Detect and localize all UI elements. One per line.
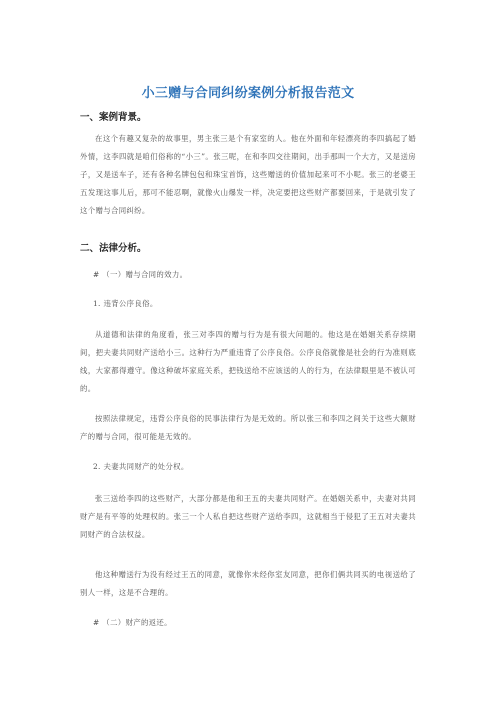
paragraph-joint-property: 张三送给李四的这些财产，大部分都是他和王五的夫妻共同财产。在婚姻关系中，夫妻对共同财产是有平等的处理权的。张三一个人私自把这些财产送给李四，这就相当于侵犯了王五对夫妻共同财产的合法权益。 bbox=[80, 494, 416, 539]
list-item-public-order: 1. 违背公序良俗。 bbox=[93, 299, 158, 308]
paragraph-background: 在这个有趣又复杂的故事里，男主张三是个有家室的人。他在外面和年轻漂亮的李四搞起了婚外情，这李四就是咱们俗称的“小三”。张三呢，在和李四交往期间，出手那叫一个大方，又是送房子，又是送车子，还有各种名牌包包和珠宝首饰，这些赠送的价值加起来可不小呢。张三的老婆王五发现这事儿后，那可不能忍啊，就像火山爆发一样，决定要把这些财产都要回来，于是就引发了这个赠与合同纠纷。 bbox=[80, 134, 416, 215]
section-heading-background: 一、案例背景。 bbox=[80, 112, 147, 123]
subheading-contract-validity: # （一）赠与合同的效力。 bbox=[93, 270, 188, 279]
paragraph-legal-provision: 按照法律规定，违背公序良俗的民事法律行为是无效的。所以张三和李四之间关于这些大额财产的赠与合同，很可能是无效的。 bbox=[80, 414, 416, 441]
document-title: 小三赠与合同纠纷案例分析报告范文 bbox=[141, 86, 355, 101]
list-item-joint-property: 2. 夫妻共同财产的处分权。 bbox=[93, 462, 189, 471]
section-heading-legal-analysis: 二、法律分析。 bbox=[80, 243, 147, 254]
subheading-property-return: # （二）财产的返还。 bbox=[93, 618, 172, 627]
paragraph-moral-analysis: 从道德和法律的角度看，张三对李四的赠与行为是有很大问题的。他这是在婚姻关系存续期间，把夫妻共同财产送给小三。这种行为严重违背了公序良俗。公序良俗就像是社会的行为准则底线，大家都得遵守。像这种破坏家庭关系，把钱送给不应该送的人的行为，在法律眼里是不被认可的。 bbox=[80, 330, 416, 393]
paragraph-analogy: 他这种赠送行为没有经过王五的同意，就像你未经你室友同意，把你们俩共同买的电视送给了别人一样，这是不合理的。 bbox=[80, 570, 416, 597]
